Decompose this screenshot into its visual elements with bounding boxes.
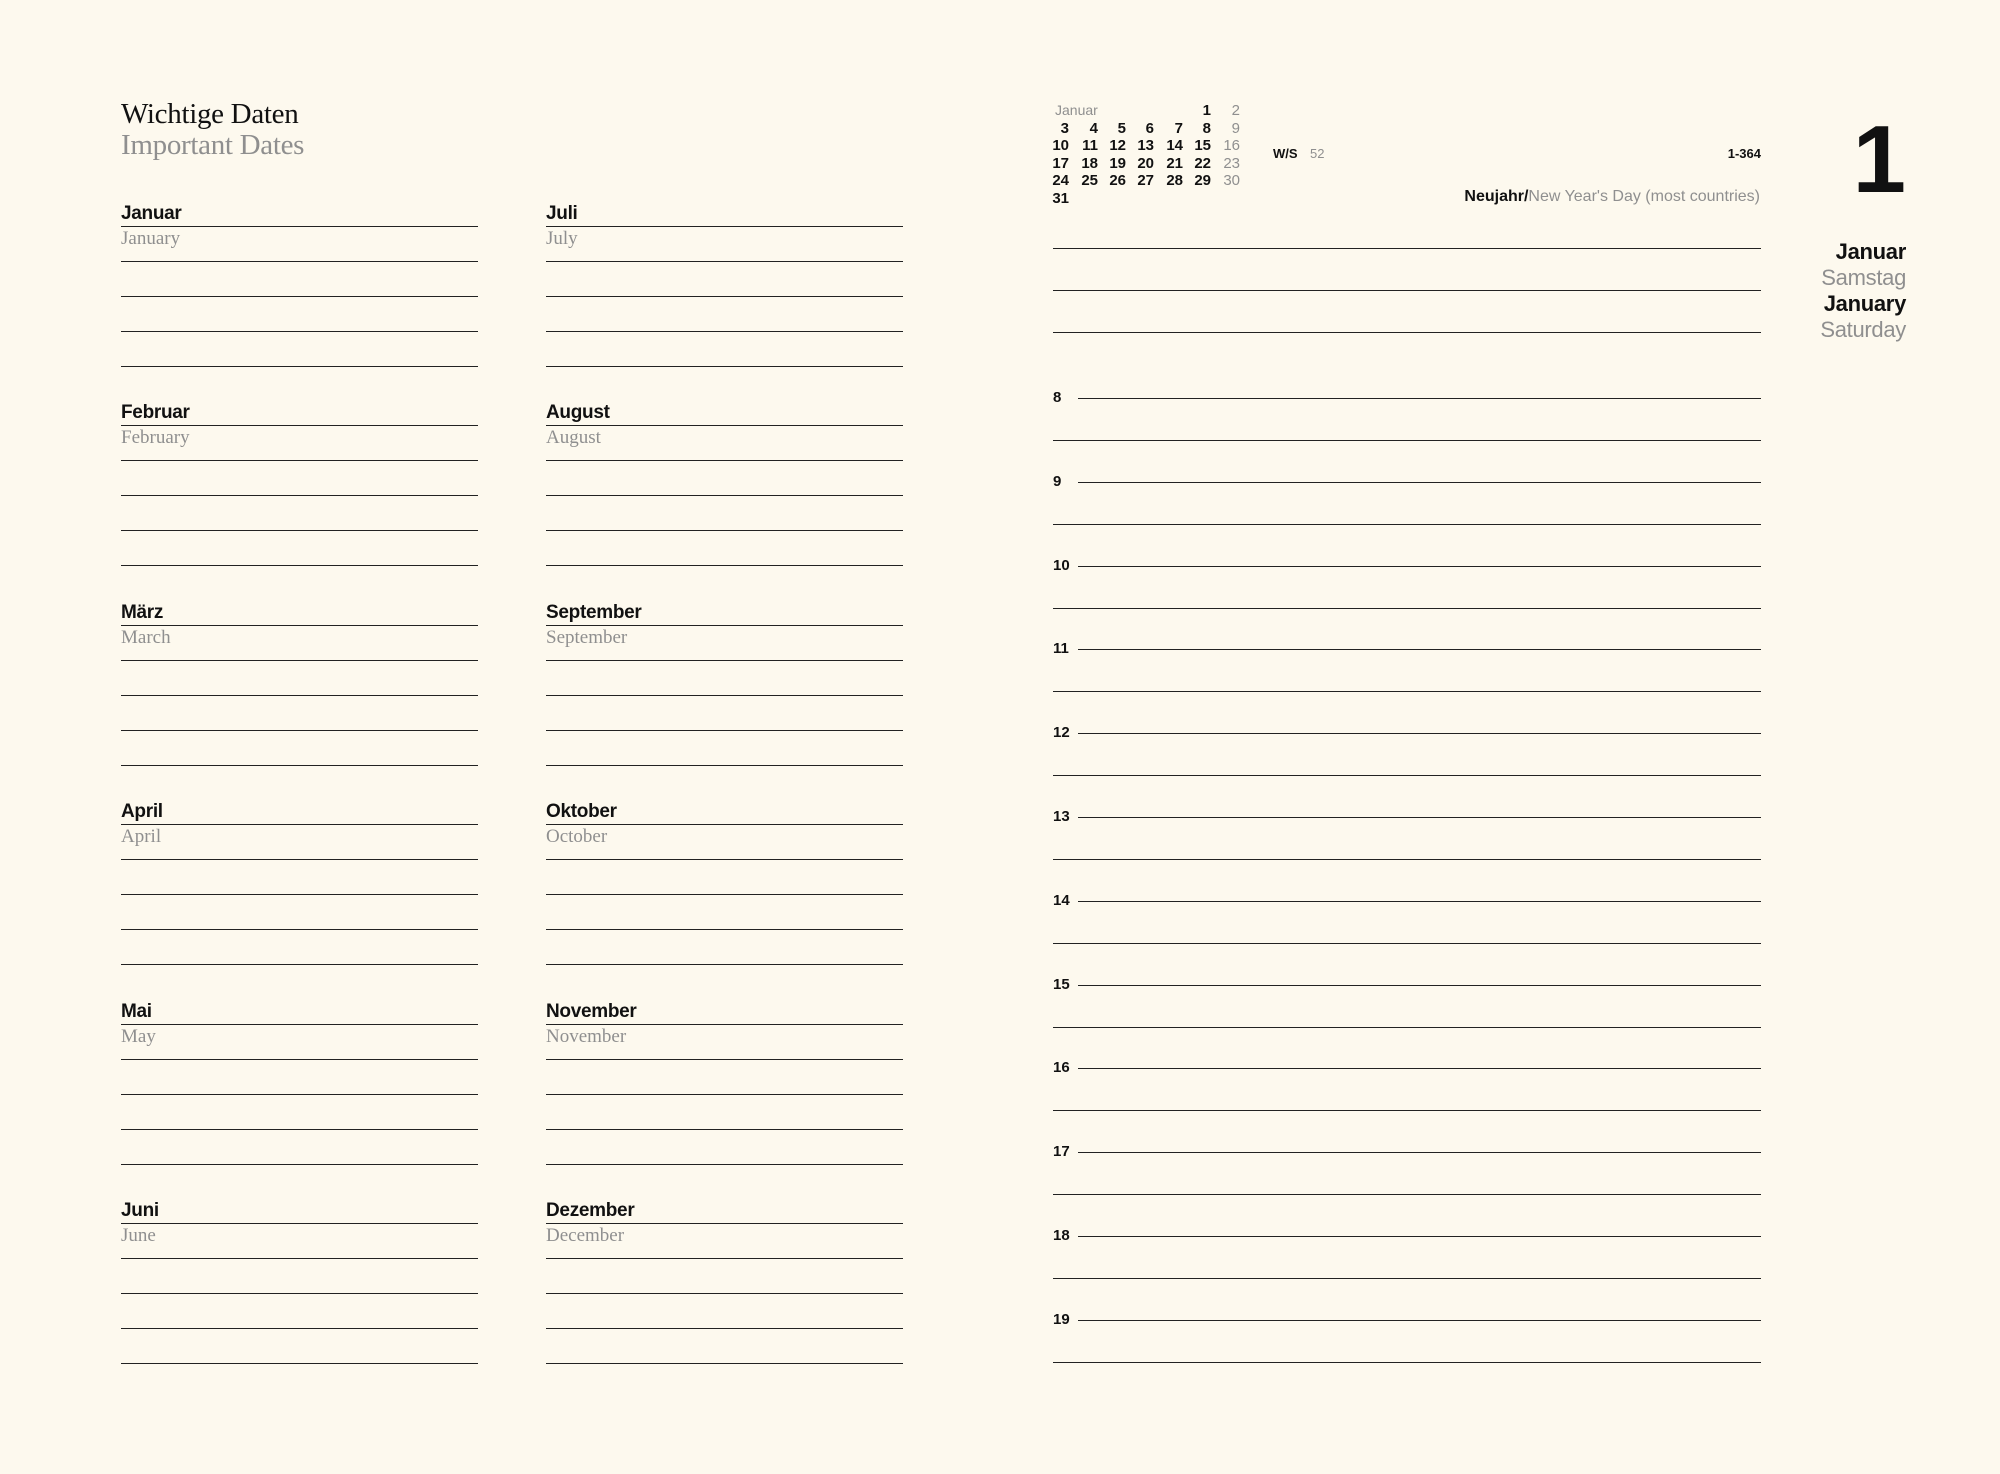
writing-line[interactable] <box>546 1258 903 1259</box>
writing-line[interactable] <box>546 1024 903 1025</box>
month-name-en: January <box>121 228 181 249</box>
mini-calendar-day: 2 <box>1231 102 1240 119</box>
month-name-de: Mai <box>121 1001 152 1022</box>
month-name-de: Februar <box>121 402 190 423</box>
mini-calendar-day: 12 <box>1109 137 1126 154</box>
month-block-0 <box>121 203 478 363</box>
mini-calendar-day: 25 <box>1081 172 1098 189</box>
week-label: W/S <box>1273 146 1298 161</box>
hour-line[interactable] <box>1078 1068 1761 1069</box>
writing-line[interactable] <box>546 929 903 930</box>
mini-calendar-day: 14 <box>1166 137 1183 154</box>
month-block-2 <box>121 602 478 762</box>
month-block-1 <box>121 402 478 562</box>
month-name-de: Juli <box>546 203 578 224</box>
hour-line[interactable] <box>1078 733 1761 734</box>
writing-line[interactable] <box>121 695 478 696</box>
month-name-en: February <box>121 427 190 448</box>
weekday-en: Saturday <box>1820 317 1906 342</box>
hour-line[interactable] <box>1078 817 1761 818</box>
writing-line[interactable] <box>121 859 478 860</box>
writing-line[interactable] <box>121 366 478 367</box>
writing-line[interactable] <box>121 1293 478 1294</box>
writing-line[interactable] <box>546 1129 903 1130</box>
writing-line[interactable] <box>546 824 903 825</box>
writing-line[interactable] <box>121 625 478 626</box>
schedule-line[interactable] <box>1053 332 1761 333</box>
writing-line[interactable] <box>121 765 478 766</box>
month-block-5 <box>121 1200 478 1360</box>
writing-line[interactable] <box>546 331 903 332</box>
month-name-de: November <box>546 1001 637 1022</box>
mini-calendar-day: 31 <box>1052 189 1069 207</box>
day-range: 1-364 <box>1727 146 1761 161</box>
half-hour-line[interactable] <box>1053 1110 1761 1111</box>
half-hour-line[interactable] <box>1053 1362 1761 1363</box>
half-hour-line[interactable] <box>1053 1278 1761 1279</box>
mini-calendar-day: 22 <box>1194 154 1211 172</box>
month-name-en: September <box>546 627 628 648</box>
mini-calendar-day: 30 <box>1223 172 1240 189</box>
month-name-en: August <box>546 427 601 448</box>
writing-line[interactable] <box>546 296 903 297</box>
writing-line[interactable] <box>121 894 478 895</box>
half-hour-line[interactable] <box>1053 1027 1761 1028</box>
writing-line[interactable] <box>121 530 478 531</box>
month-name-en: December <box>546 1225 625 1246</box>
month-name-de: Oktober <box>546 801 617 822</box>
mini-calendar-day: 15 <box>1194 137 1211 154</box>
writing-line[interactable] <box>546 1223 903 1224</box>
hour-label: 19 <box>1053 1310 1070 1328</box>
writing-line[interactable] <box>546 660 903 661</box>
writing-line[interactable] <box>546 964 903 965</box>
month-name-en: June <box>121 1225 156 1246</box>
month-block-4 <box>121 1001 478 1161</box>
writing-line[interactable] <box>546 530 903 531</box>
holiday-label <box>1464 188 1760 206</box>
hour-label: 12 <box>1053 724 1070 742</box>
writing-line[interactable] <box>546 1328 903 1329</box>
month-name-de: April <box>121 801 163 822</box>
half-hour-line[interactable] <box>1053 440 1761 441</box>
month-name-en: October <box>546 826 608 847</box>
weekday-de: Samstag <box>1821 265 1906 290</box>
half-hour-line[interactable] <box>1053 524 1761 525</box>
writing-line[interactable] <box>121 425 478 426</box>
month-name-de: Dezember <box>546 1200 635 1221</box>
writing-line[interactable] <box>121 1328 478 1329</box>
half-hour-line[interactable] <box>1053 943 1761 944</box>
half-hour-line[interactable] <box>1053 859 1761 860</box>
hour-line[interactable] <box>1078 649 1761 650</box>
month-block-3 <box>546 801 903 961</box>
writing-line[interactable] <box>121 460 478 461</box>
writing-line[interactable] <box>546 1164 903 1165</box>
hour-label: 16 <box>1053 1059 1070 1077</box>
month-block-5 <box>546 1200 903 1360</box>
mini-calendar-day: 10 <box>1052 137 1069 154</box>
writing-line[interactable] <box>121 1164 478 1165</box>
mini-calendar-day: 16 <box>1223 137 1240 154</box>
month-name-en: April <box>121 826 162 847</box>
mini-calendar-day: 9 <box>1231 119 1240 137</box>
mini-calendar-day: 8 <box>1202 119 1211 137</box>
holiday-en: New Year's Day (most countries) <box>1528 188 1760 205</box>
mini-calendar-day: 20 <box>1137 154 1154 172</box>
mini-calendar-day: 27 <box>1137 172 1154 189</box>
writing-line[interactable] <box>121 660 478 661</box>
half-hour-line[interactable] <box>1053 1194 1761 1195</box>
writing-line[interactable] <box>121 1129 478 1130</box>
month-en: January <box>1823 291 1906 316</box>
month-name-de: September <box>546 602 642 623</box>
mini-calendar-day: 4 <box>1089 119 1098 137</box>
hour-line[interactable] <box>1078 985 1761 986</box>
mini-calendar-day: 18 <box>1081 154 1098 172</box>
month-name-de: Januar <box>121 203 182 224</box>
hour-line[interactable] <box>1078 566 1761 567</box>
writing-line[interactable] <box>546 765 903 766</box>
month-name-en: November <box>546 1026 627 1047</box>
writing-line[interactable] <box>121 1024 478 1025</box>
writing-line[interactable] <box>121 495 478 496</box>
mini-calendar-day: 23 <box>1223 154 1240 172</box>
month-name-de: August <box>546 402 610 423</box>
writing-line[interactable] <box>121 261 478 262</box>
writing-line[interactable] <box>546 366 903 367</box>
writing-line[interactable] <box>546 1363 903 1364</box>
month-block-0 <box>546 203 903 363</box>
mini-calendar-title: Januar <box>1055 102 1098 118</box>
hour-label: 10 <box>1053 556 1070 574</box>
writing-line[interactable] <box>121 565 478 566</box>
page-subtitle: Important Dates <box>121 129 305 161</box>
month-name-de: Juni <box>121 1200 159 1221</box>
mini-calendar-day: 19 <box>1109 154 1126 172</box>
month-name-en: March <box>121 627 171 648</box>
writing-line[interactable] <box>121 296 478 297</box>
writing-line[interactable] <box>546 565 903 566</box>
hour-label: 18 <box>1053 1227 1070 1244</box>
half-hour-line[interactable] <box>1053 775 1761 776</box>
writing-line[interactable] <box>546 1094 903 1095</box>
mini-calendar-day: 6 <box>1145 119 1154 137</box>
writing-line[interactable] <box>546 460 903 461</box>
writing-line[interactable] <box>121 226 478 227</box>
month-name-de: März <box>121 602 164 623</box>
hour-line[interactable] <box>1078 1236 1761 1237</box>
schedule-line[interactable] <box>1053 290 1761 291</box>
hour-line[interactable] <box>1078 482 1761 483</box>
writing-line[interactable] <box>546 1293 903 1294</box>
mini-calendar-day: 11 <box>1082 137 1098 154</box>
mini-calendar-day: 5 <box>1117 119 1126 137</box>
writing-line[interactable] <box>121 929 478 930</box>
month-name-en: July <box>546 228 578 249</box>
mini-calendar-day: 7 <box>1174 119 1183 137</box>
writing-line[interactable] <box>546 894 903 895</box>
hour-label: 9 <box>1053 472 1062 490</box>
writing-line[interactable] <box>121 1059 478 1060</box>
writing-line[interactable] <box>121 331 478 332</box>
schedule-line[interactable] <box>1053 248 1761 249</box>
month-block-3 <box>121 801 478 961</box>
writing-line[interactable] <box>121 964 478 965</box>
hour-line[interactable] <box>1078 398 1761 399</box>
hour-label: 13 <box>1053 808 1070 825</box>
half-hour-line[interactable] <box>1053 691 1761 692</box>
holiday-de: Neujahr/ <box>1464 188 1529 205</box>
writing-line[interactable] <box>121 1223 478 1224</box>
hour-label: 14 <box>1053 891 1070 909</box>
half-hour-line[interactable] <box>1053 608 1761 609</box>
hour-label: 17 <box>1053 1143 1070 1161</box>
mini-calendar-day: 24 <box>1052 172 1069 189</box>
day-number: 1 <box>1852 106 1906 213</box>
writing-line[interactable] <box>546 625 903 626</box>
month-de: Januar <box>1835 239 1906 264</box>
page-title: Wichtige Daten <box>121 98 299 130</box>
mini-calendar-day: 28 <box>1166 172 1183 189</box>
month-block-2 <box>546 602 903 762</box>
mini-calendar-day: 29 <box>1194 172 1211 189</box>
writing-line[interactable] <box>546 425 903 426</box>
writing-line[interactable] <box>546 730 903 731</box>
writing-line[interactable] <box>121 824 478 825</box>
writing-line[interactable] <box>121 1258 478 1259</box>
writing-line[interactable] <box>546 859 903 860</box>
hour-label: 11 <box>1053 640 1069 658</box>
mini-calendar-day: 1 <box>1202 102 1211 119</box>
writing-line[interactable] <box>546 261 903 262</box>
mini-calendar-day: 21 <box>1166 154 1183 172</box>
writing-line[interactable] <box>546 226 903 227</box>
hour-line[interactable] <box>1078 1320 1761 1321</box>
mini-calendar-day: 3 <box>1060 119 1069 137</box>
writing-line[interactable] <box>121 1094 478 1095</box>
month-block-4 <box>546 1001 903 1161</box>
week-number: 52 <box>1310 146 1325 161</box>
hour-line[interactable] <box>1078 901 1761 902</box>
mini-calendar-day: 26 <box>1109 172 1126 189</box>
writing-line[interactable] <box>121 1363 478 1364</box>
month-block-1 <box>546 402 903 562</box>
mini-calendar-day: 13 <box>1137 137 1154 154</box>
hour-label: 8 <box>1053 389 1062 406</box>
writing-line[interactable] <box>546 695 903 696</box>
writing-line[interactable] <box>546 1059 903 1060</box>
month-name-en: May <box>121 1026 156 1047</box>
writing-line[interactable] <box>546 495 903 496</box>
mini-calendar-day: 17 <box>1052 154 1069 172</box>
hour-line[interactable] <box>1078 1152 1761 1153</box>
hour-label: 15 <box>1053 975 1070 993</box>
writing-line[interactable] <box>121 730 478 731</box>
